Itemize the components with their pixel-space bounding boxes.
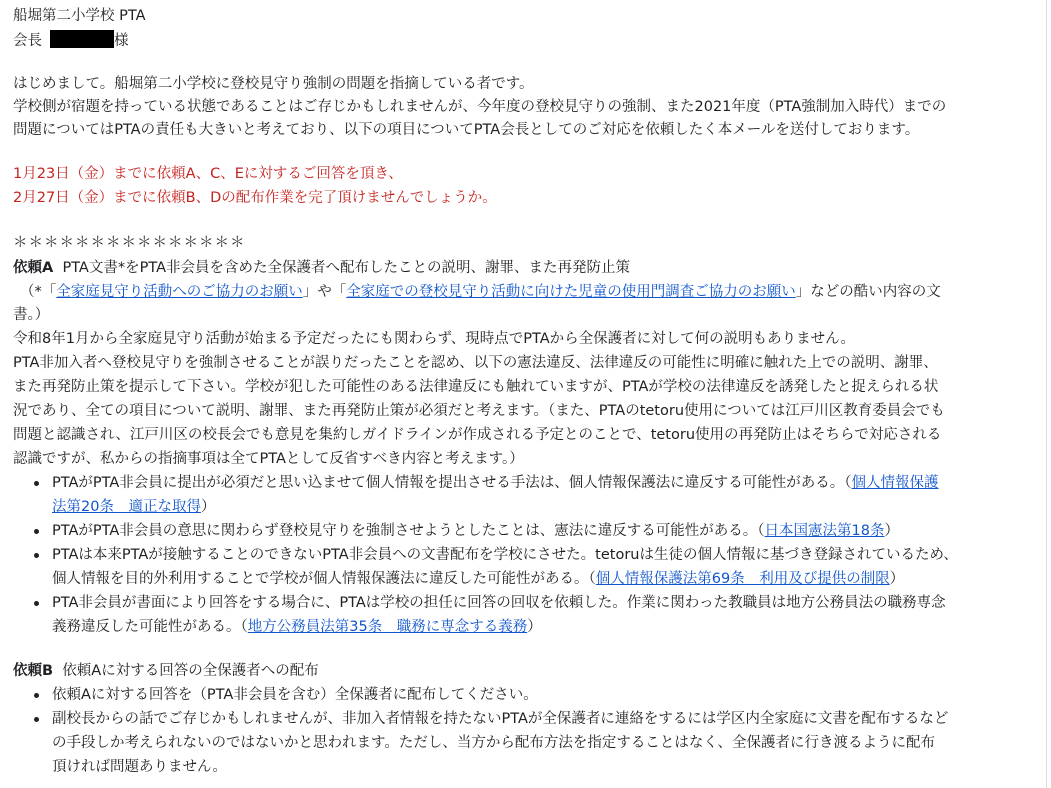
- list-item-text: 義務違反した可能性がある。（: [52, 619, 248, 635]
- link-privacy-law-69[interactable]: 個人情報保護法第69条 利用及び提供の制限: [595, 571, 890, 587]
- addressee-line: [13, 30, 129, 51]
- intro-line-1: はじめまして。船堀第二小学校に登校見守り強制の問題を指摘している者です。: [13, 76, 534, 92]
- list-item-cont: [52, 569, 904, 589]
- list-item-text: 個人情報を目的外利用することで学校が個人情報保護法に違反した可能性がある。（: [52, 571, 596, 587]
- note-text: 」や「: [302, 284, 347, 300]
- list-item: [52, 473, 939, 493]
- list-item: PTA非会員が書面により回答をする場合に、PTAは学校の担任に回答の回収を依頼した。作業に関わった教職員は地方公務員法の職務専念: [52, 595, 946, 611]
- list-item-cont: [52, 617, 542, 637]
- list-item-cont: の手段しか考えられないのではないかと思われます。ただし、当方から配布方法を指定することはなく、全保護者に行き渡るように配布: [52, 735, 936, 751]
- link-privacy-law[interactable]: 個人情報保護: [851, 475, 939, 491]
- list-item-cont: 頂ければ問題ありません。: [52, 759, 227, 775]
- addressee-suffix: 様: [114, 33, 129, 49]
- request-b-label: 依頼B: [13, 663, 54, 679]
- link-constitution-18[interactable]: 日本国憲法第18条: [764, 523, 885, 539]
- addressee-title: 会長: [13, 33, 42, 49]
- list-item-cont: [52, 497, 215, 517]
- bullet-dot: [34, 553, 39, 558]
- bullet-dot: [34, 481, 39, 486]
- request-b-title: 依頼Aに対する回答の全保護者への配布: [62, 663, 319, 679]
- link-privacy-law-20[interactable]: 法第20条 適正な取得: [52, 499, 201, 515]
- link-gate-survey[interactable]: 全家庭での登校見守り活動に向けた児童の使用門調査ご協力のお願い: [346, 284, 796, 300]
- link-family-watch[interactable]: 全家庭見守り活動へのご協力のお願い: [56, 284, 303, 300]
- list-item: 依頼Aに対する回答を（PTA非会員を含む）全保護者に配布してください。: [52, 687, 538, 703]
- request-a-body-6: 認識ですが、私からの指摘事項は全てPTAとして反省すべき内容と考えます。）: [13, 451, 524, 467]
- list-item-text: PTAがPTA非会員の意思に関わらず登校見守りを強制させようとしたことは、憲法に違反する可能性がある。（: [52, 523, 765, 539]
- note-text: （*「: [20, 284, 57, 300]
- deadline-line-2: 2月27日（金）までに依頼B、Dの配布作業を完了頂けませんでしょうか。: [13, 190, 497, 206]
- request-a-body-5: 問題と認識され、江戸川区の校長会でも意見を集約しガイドラインが作成される予定とのことで、tetoru使用の再発防止はそちらで対応される: [13, 427, 942, 443]
- request-a-heading: [13, 258, 630, 278]
- separator: ＊＊＊＊＊＊＊＊＊＊＊＊＊＊＊: [13, 235, 246, 251]
- bullet-dot: [34, 529, 39, 534]
- list-item: 副校長からの話でご存じかもしれませんが、非加入者情報を持たないPTAが全保護者に連絡をするには学区内全家庭に文書を配布するなど: [52, 711, 949, 727]
- bullet-dot: [34, 717, 39, 722]
- bullet-dot: [34, 601, 39, 606]
- list-item-text: ）: [884, 523, 899, 539]
- intro-line-3: 問題についてはPTAの責任も大きいと考えており、以下の項目についてPTA会長としてのご対応を依頼したく本メールを送付しております。: [13, 122, 920, 138]
- scrollbar-edge: [1046, 0, 1047, 788]
- list-item: PTAは本来PTAが接触することのできないPTA非会員への文書配布を学校にさせた。tetoruは生徒の個人情報に基づき登録されているため、: [52, 547, 958, 563]
- request-a-body-2: PTA非加入者へ登校見守りを強制させることが誤りだったことを認め、以下の憲法違反、法律違反の可能性に明確に触れた上での説明、謝罪、: [13, 355, 938, 371]
- bullet-dot: [34, 693, 39, 698]
- note-text: 」などの酷い内容の文: [795, 284, 941, 300]
- deadline-line-1: 1月23日（金）までに依頼A、C、Eに対するご回答を頂き、: [13, 166, 403, 182]
- redacted-name: [50, 30, 114, 48]
- request-a-label: 依頼A: [13, 260, 54, 276]
- list-item-text: PTAがPTA非会員に提出が必須だと思い込ませて個人情報を提出させる手法は、個人情報保護法に違反する可能性がある。（: [52, 475, 852, 491]
- request-a-body-4: 況であり、全ての項目について説明、謝罪、また再発防止策が必須だと考えます。（また、PTAのtetoru使用については江戸川区教育委員会でも: [13, 403, 945, 419]
- request-a-note: [20, 282, 941, 302]
- list-item-text: ）: [200, 499, 216, 515]
- list-item: [52, 521, 899, 541]
- link-civil-service-35[interactable]: 地方公務員法第35条 職務に専念する義務: [247, 619, 528, 635]
- request-a-body-3: また再発防止策を提示して下さい。学校が犯した可能性のある法律違反にも触れていますが、PTAが学校の法律違反を誘発したと捉えられる状: [13, 379, 939, 395]
- intro-line-2: 学校側が宿題を持っている状態であることはご存じかもしれませんが、今年度の登校見守りの強制、また2021年度（PTA強制加入時代）までの: [13, 99, 947, 115]
- list-item-text: ）: [527, 619, 542, 635]
- request-a-note-end: 書。）: [13, 307, 50, 323]
- request-a-body-1: 令和8年1月から全家庭見守り活動が始まる予定だったにも関わらず、現時点でPTAから全保護者に対して何の説明もありません。: [13, 331, 856, 347]
- list-item-text: ）: [889, 571, 905, 587]
- request-b-heading: [13, 661, 319, 681]
- request-a-title: PTA文書*をPTA非会員を含めた全保護者へ配布したことの説明、謝罪、また再発防止策: [62, 260, 630, 276]
- school-name: 船堀第二小学校 PTA: [13, 8, 146, 24]
